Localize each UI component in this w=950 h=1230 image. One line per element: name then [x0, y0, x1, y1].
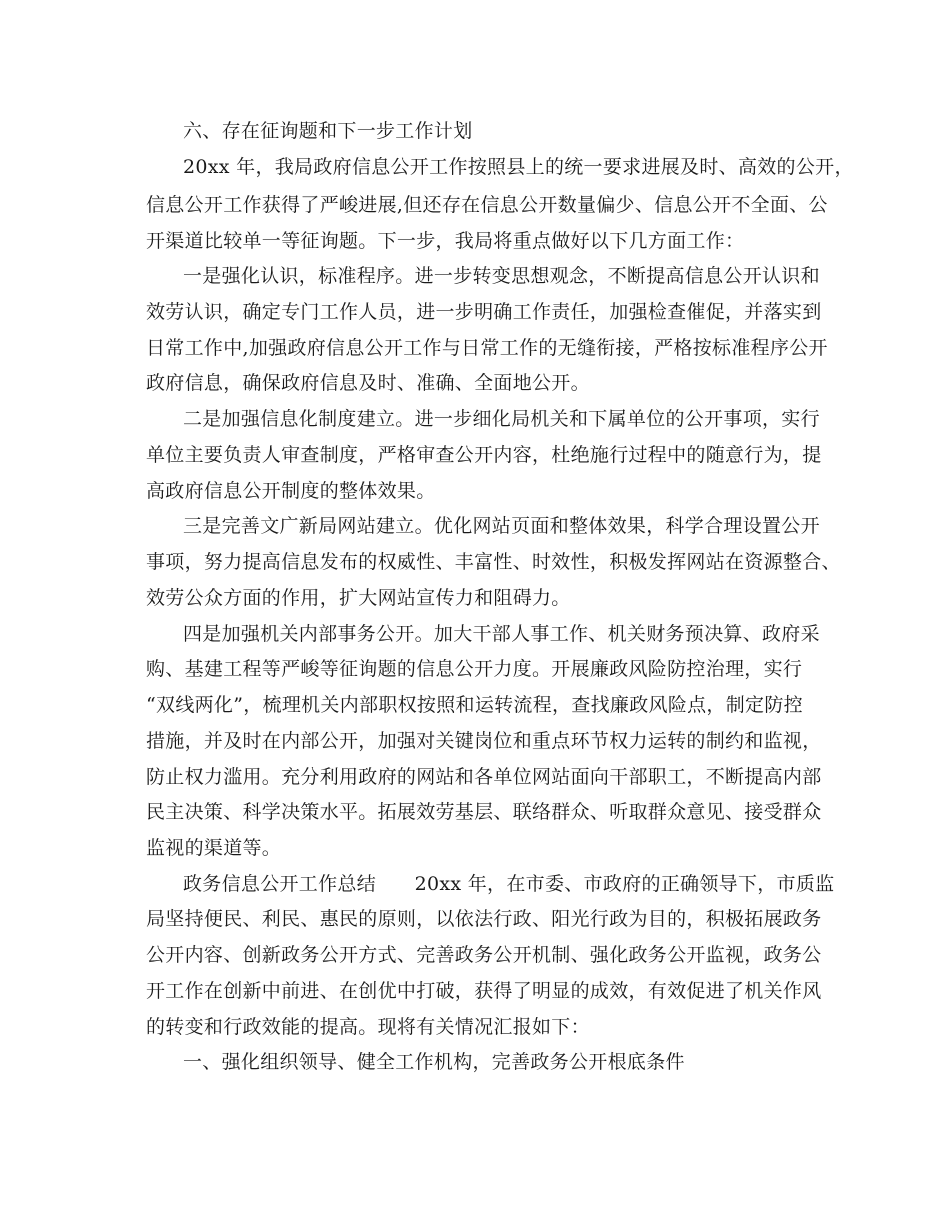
paragraph-line: 防止权力滥用。充分利用政府的网站和各单位网站面向干部职工，不断提高内部: [146, 766, 822, 788]
paragraph-line: 政务信息公开工作总结 20xx 年，在市委、市政府的正确领导下，市质监: [183, 873, 835, 895]
paragraph-line: 民主决策、科学决策水平。拓展效劳基层、联络群众、听取群众意见、接受群众: [146, 801, 822, 823]
paragraph-line: 政府信息，确保政府信息及时、准确、全面地公开。: [146, 372, 590, 394]
section-heading: 六、存在征询题和下一步工作计划: [183, 120, 473, 142]
paragraph-line: 二是加强信息化制度建立。进一步细化局机关和下属单位的公开事项，实行: [183, 408, 820, 430]
paragraph-line: 公开内容、创新政务公开方式、完善政务公开机制、强化政务公开监视，政务公: [146, 944, 822, 966]
paragraph-line: 购、基建工程等严峻等征询题的信息公开力度。开展廉政风险防控治理，实行: [146, 658, 803, 680]
paragraph-line: 高政府信息公开制度的整体效果。: [146, 480, 436, 502]
paragraph-line: 的转变和行政效能的提高。现将有关情况汇报如下：: [146, 1016, 590, 1038]
paragraph-line: 监视的渠道等。: [146, 837, 282, 859]
paragraph-line: 四是加强机关内部事务公开。加大干部人事工作、机关财务预决算、政府采: [183, 623, 820, 645]
paragraph-line: 效劳认识，确定专门工作人员，进一步明确工作责任，加强检查催促，并落实到: [146, 301, 822, 323]
paragraph-line: 开工作在创新中前进、在创优中打破，获得了明显的成效，有效促进了机关作风: [146, 980, 822, 1002]
paragraph-line: 局坚持便民、利民、惠民的原则，以依法行政、阳光行政为目的，积极拓展政务: [146, 908, 822, 930]
paragraph-line: 信息公开工作获得了严峻进展,但还存在信息公开数量偏少、信息公开不全面、公: [146, 194, 828, 216]
paragraph-line: 效劳公众方面的作用，扩大网站宣传力和阻碍力。: [146, 587, 571, 609]
paragraph-line: 20xx 年，我局政府信息公开工作按照县上的统一要求进展及时、高效的公开，: [183, 156, 854, 178]
paragraph-line: 单位主要负责人审查制度，严格审查公开内容，杜绝施行过程中的随意行为，提: [146, 444, 822, 466]
paragraph-line: 措施，并及时在内部公开，加强对关键岗位和重点环节权力运转的制约和监视，: [146, 730, 822, 752]
paragraph-line: 三是完善文广新局网站建立。优化网站页面和整体效果，科学合理设置公开: [183, 515, 820, 537]
paragraph-line: 开渠道比较单一等征询题。下一步，我局将重点做好以下几方面工作：: [146, 230, 745, 252]
paragraph-line: “双线两化”，梳理机关内部职权按照和运转流程，查找廉政风险点，制定防控: [146, 694, 803, 716]
section-heading: 一、强化组织领导、健全工作机构，完善政务公开根底条件: [183, 1051, 685, 1073]
paragraph-line: 事项，努力提高信息发布的权威性、丰富性、时效性，积极发挥网站在资源整合、: [146, 551, 841, 573]
paragraph-line: 日常工作中,加强政府信息公开工作与日常工作的无缝衔接，严格按标准程序公开: [146, 337, 828, 359]
paragraph-line: 一是强化认识，标准程序。进一步转变思想观念，不断提高信息公开认识和: [183, 265, 820, 287]
